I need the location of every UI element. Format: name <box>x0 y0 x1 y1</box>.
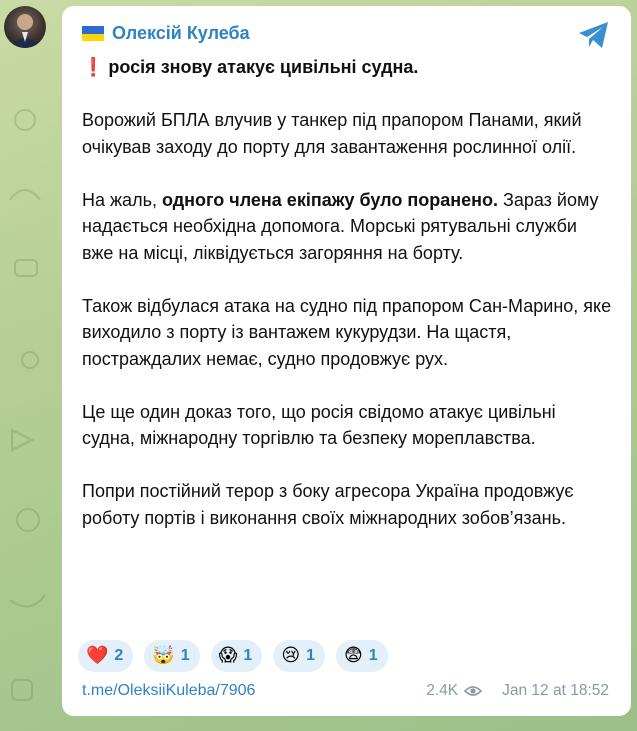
view-count: 2.4K <box>426 682 459 699</box>
reaction-scream[interactable] <box>211 640 263 672</box>
screaming-face-emoji-icon: 😱 <box>218 645 238 666</box>
message-meta <box>426 682 609 700</box>
exploding-head-emoji-icon: 🤯 <box>152 645 175 666</box>
paragraph-2-start: На жаль, <box>82 189 162 210</box>
reactions-bar <box>78 640 388 672</box>
heart-emoji-icon: ❤️ <box>86 645 109 666</box>
paragraph-3: Також відбулася атака на судно під прапором Сан-Марино, яке виходило з порту із вантажем кукурудзи. На щастя, постраждалих немає, судно продовжує рух. <box>82 295 612 369</box>
paragraph-5: Попри постійний терор з боку агресора Україна продовжує роботу портів і виконання своїх міжнародних зобов’язань. <box>82 481 574 528</box>
paragraph-1: Ворожий БПЛА влучив у танкер під прапором Панами, який очікував заходу до порту для завантаження рослинної олії. <box>82 110 582 157</box>
reaction-count: 1 <box>243 647 253 664</box>
channel-avatar[interactable] <box>4 6 46 48</box>
exclamation-icon: ❗ <box>82 57 105 77</box>
reaction-count: 2 <box>114 647 124 664</box>
reaction-count: 1 <box>306 647 315 664</box>
message-title-text: росія знову атакує цивільні судна. <box>108 57 419 77</box>
person-photo-icon <box>4 6 46 48</box>
author-name[interactable]: Олексій Кулеба <box>112 23 250 43</box>
reaction-count: 1 <box>368 647 378 664</box>
reaction-crying[interactable] <box>273 640 325 672</box>
message-title <box>82 54 612 81</box>
ukraine-flag-icon <box>82 26 104 41</box>
reaction-exploding-head[interactable] <box>144 640 199 672</box>
paragraph-2 <box>82 187 612 267</box>
paragraph-4: Це ще один доказ того, що росія свідомо атакує цивільні судна, міжнародну торгівлю та безпеку мореплавства. <box>82 401 556 448</box>
paragraph-2-end: Зараз йому надається необхідна допомога. Морські рятувальні служби вже на місці, ліквідується загоряння на борту. <box>82 189 599 263</box>
reaction-count: 1 <box>180 647 190 664</box>
message-header <box>82 23 250 44</box>
message-timestamp: Jan 12 at 18:52 <box>502 682 609 699</box>
fearful-face-emoji-icon: 😨 <box>344 645 363 666</box>
paragraph-2-bold: одного члена екіпажу було поранено. <box>161 189 498 210</box>
message-bubble <box>62 6 631 716</box>
telegram-share-icon[interactable] <box>577 20 611 50</box>
post-link[interactable]: t.me/OleksiiKuleba/7906 <box>82 682 256 699</box>
message-text <box>82 54 612 558</box>
eye-icon <box>464 685 482 697</box>
reaction-fearful[interactable] <box>336 640 388 672</box>
reaction-heart[interactable] <box>78 640 133 672</box>
crying-face-emoji-icon: 😢 <box>281 645 301 666</box>
